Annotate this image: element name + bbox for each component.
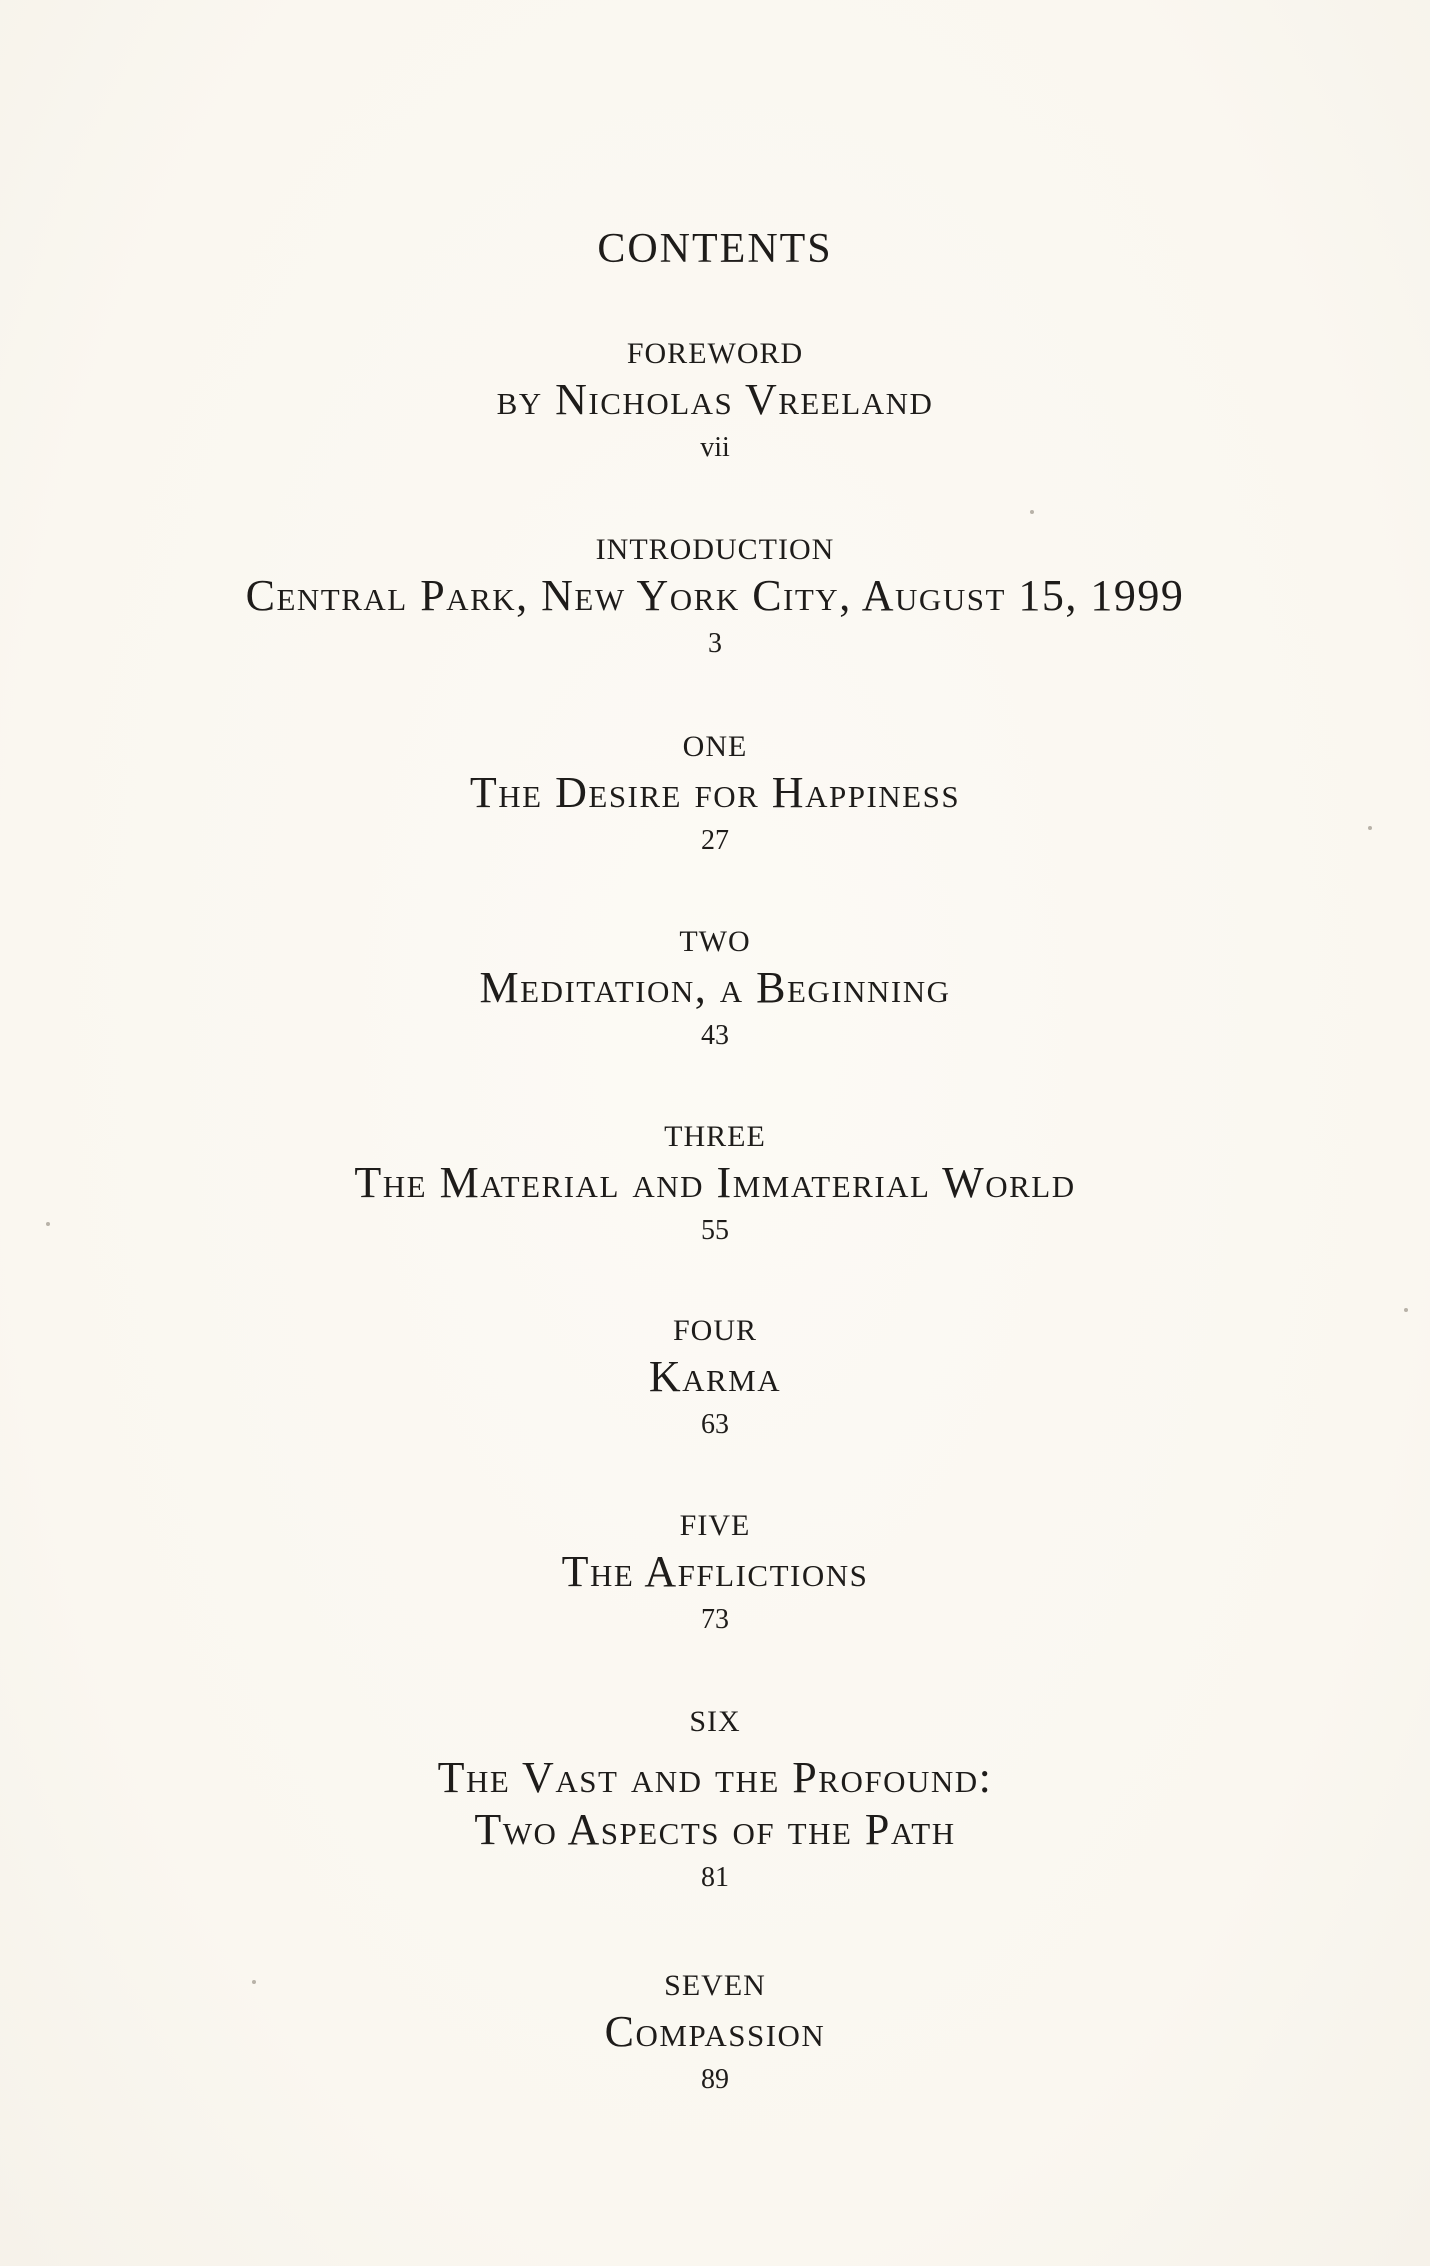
entry-page-number: 89 <box>701 2064 729 2095</box>
contents-heading: CONTENTS <box>597 226 833 272</box>
toc-entry-chapter-four <box>0 1311 1430 1445</box>
entry-page-number: 81 <box>701 1862 729 1893</box>
entry-title: Karma <box>648 1352 782 1401</box>
entry-label: SIX <box>689 1705 741 1738</box>
entry-page-number: vii <box>700 432 730 463</box>
entry-page-number: 27 <box>701 825 729 856</box>
toc-entry-chapter-two <box>0 922 1430 1056</box>
entry-label: ONE <box>682 730 748 763</box>
entry-title: Compassion <box>604 2007 826 2056</box>
entry-label: FOUR <box>672 1314 758 1347</box>
entry-page-number: 73 <box>701 1604 729 1635</box>
toc-entry-chapter-seven <box>0 1966 1430 2100</box>
entry-label: INTRODUCTION <box>595 533 835 566</box>
entry-title-line-1: The Vast and the Profound: <box>437 1753 993 1802</box>
entry-label: THREE <box>664 1120 766 1153</box>
entry-page-number: 3 <box>708 628 722 659</box>
toc-entry-chapter-three <box>0 1117 1430 1251</box>
toc-entry-chapter-six <box>0 1702 1430 1898</box>
toc-entry-chapter-five <box>0 1506 1430 1640</box>
paper-speck <box>252 1980 256 1984</box>
toc-entry-chapter-one <box>0 727 1430 861</box>
paper-speck <box>1404 1308 1408 1312</box>
paper-speck <box>1368 826 1372 830</box>
entry-label: SEVEN <box>664 1969 766 2002</box>
entry-page-number: 63 <box>701 1409 729 1440</box>
entry-label: FIVE <box>679 1509 751 1542</box>
toc-entry-foreword <box>0 334 1430 468</box>
entry-title: The Desire for Happiness <box>469 768 961 817</box>
entry-label: FOREWORD <box>626 337 804 370</box>
entry-title: Central Park, New York City, August 15, 1999 <box>245 571 1185 620</box>
entry-title: The Afflictions <box>561 1547 869 1596</box>
paper-speck <box>1030 510 1034 514</box>
entry-title: The Material and Immaterial World <box>354 1158 1076 1207</box>
toc-entry-introduction <box>0 530 1430 664</box>
entry-title-line-2: Two Aspects of the Path <box>474 1805 956 1854</box>
entry-title: by Nicholas Vreeland <box>496 375 934 424</box>
paper-speck <box>46 1222 50 1226</box>
entry-page-number: 55 <box>701 1215 729 1246</box>
entry-title: Meditation, a Beginning <box>479 963 951 1012</box>
entry-page-number: 43 <box>701 1020 729 1051</box>
entry-label: TWO <box>679 925 751 958</box>
